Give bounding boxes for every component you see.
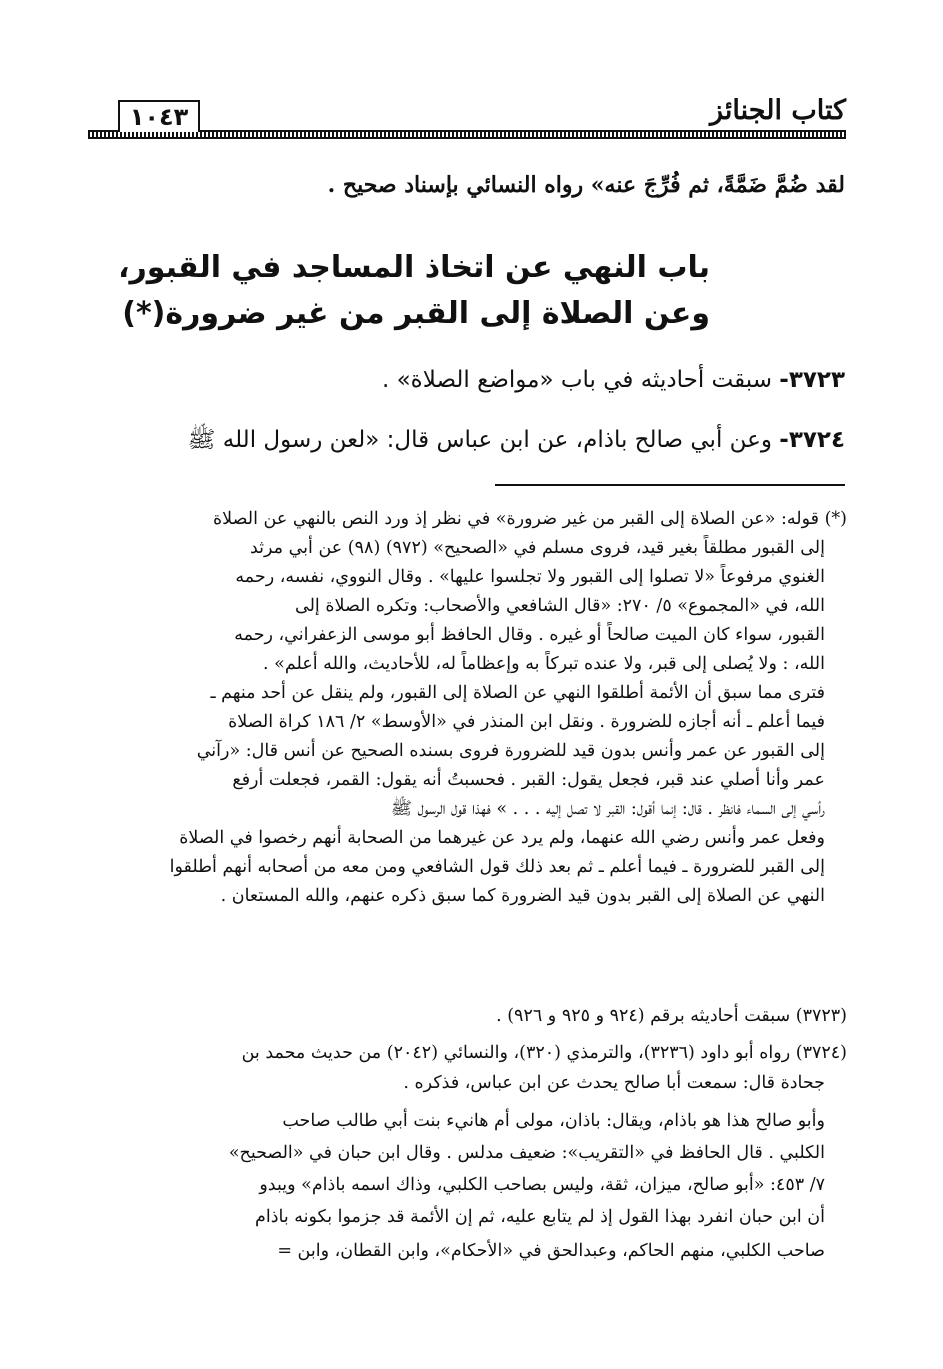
chapter-title-line-2: وعن الصلاة إلى القبر من غير ضرورة(*) — [122, 296, 710, 331]
footnote-line: وأبو صالح هذا هو باذام، ويقال: باذان، مولى أم هانيء بنت أبي طالب صاحب — [282, 1111, 825, 1131]
footnote-line: الله، في «المجموع» ٥/ ٢٧٠: «قال الشافعي والأصحاب: وتكره الصلاة إلى — [294, 596, 825, 616]
footnote-divider — [495, 484, 845, 486]
footnote-line: (٣٧٢٤) رواه أبو داود (٣٢٣٦)، والترمذي (٣٢٠)، والنسائي (٢٠٤٢) من حديث محمد بن — [241, 1043, 847, 1063]
hadith-text: وعن أبي صالح باذام، عن ابن عباس قال: «لعن رسول الله ﷺ — [187, 427, 772, 453]
running-header — [88, 92, 846, 142]
footnote-line: أن ابن حبان انفرد بهذا القول إذ لم يتابع عليه، ثم إن الأئمة قد جزموا بكونه باذام — [255, 1207, 825, 1227]
footnote-line: (٣٧٢٣) سبقت أحاديثه برقم (٩٢٤ و ٩٢٥ و ٩٢٦) . — [496, 1006, 847, 1026]
footnote-line: النهي عن الصلاة إلى القبر بدون قيد الضرورة كما سبق ذكره عنهم، والله المستعان . — [220, 886, 825, 906]
chapter-title-line-1: باب النهي عن اتخاذ المساجد في القبور، — [118, 250, 710, 285]
header-rule — [88, 130, 846, 139]
footnote-line: إلى القبر للضرورة ـ فيما أعلم ـ ثم بعد ذلك قول الشافعي ومن معه من أصحابه أنهم أطلقوا — [169, 857, 825, 877]
footnote-line: صاحب الكلبي، منهم الحاكم، وعبدالحق في «الأحكام»، وابن القطان، وابن = — [277, 1241, 825, 1261]
continuation-line: لقد ضُمَّ ضَمَّةً، ثم فُرِّجَ عنه» رواه النسائي بإسناد صحيح . — [327, 172, 845, 198]
footnote-line: الله، : ولا يُصلى إلى قبر، ولا عنده تبركاً به وإعظاماً له، للأحاديث، والله أعلم» . — [263, 654, 825, 674]
footnote-line: الغنوي مرفوعاً «لا تصلوا إلى القبور ولا تجلسوا عليها» . وقال النووي، نفسه، رحمه — [235, 567, 825, 587]
footnote-line: الكلبي . قال الحافظ في «التقريب»: ضعيف مدلس . وقال ابن حبان في «الصحيح» — [228, 1143, 825, 1163]
footnote-line: عمر وأنا أصلي عند قبر، فجعل يقول: القبر . فحسبتُ أنه يقول: القمر، فجعلت أرفع — [232, 770, 825, 790]
footnote-line: رأسي إلى السماء فانظر . قال: إنما أقول: القبر لا تصل إليه . . . » فهذا قول الرسول ﷺ — [390, 799, 825, 819]
footnote-line: القبور، سواء كان الميت صالحاً أو غيره . وقال الحافظ أبو موسى الزعفراني، رحمه — [234, 625, 825, 645]
book-title: كتاب الجنائز — [710, 95, 846, 126]
page-number: ١٠٤٣ — [118, 100, 200, 132]
footnote-line: إلى القبور مطلقاً بغير قيد، فروى مسلم في «الصحيح» (٩٧٢) (٩٨) عن أبي مرثد — [249, 538, 825, 558]
footnote-line: جحادة قال: سمعت أبا صالح يحدث عن ابن عباس، فذكره . — [403, 1073, 825, 1093]
footnote-line: فترى مما سبق أن الأئمة أطلقوا النهي عن الصلاة إلى القبور، ولم ينقل عن أحد منهم ـ — [210, 683, 825, 703]
hadith-text: سبقت أحاديثه في باب «مواضع الصلاة» . — [381, 367, 772, 393]
hadith-number: ٣٧٢٣- — [779, 367, 845, 393]
footnote-line: ٧/ ٤٥٣: «أبو صالح، ميزان، ثقة، وليس بصاحب الكلبي، وذاك اسمه باذام» ويبدو — [259, 1175, 825, 1195]
hadith-number: ٣٧٢٤- — [779, 427, 845, 453]
footnote-line: (*) قوله: «عن الصلاة إلى القبر من غير ضرورة» في نظر إذ ورد النص بالنهي عن الصلاة — [212, 509, 847, 529]
footnote-line: فيما أعلم ـ أنه أجازه للضرورة . ونقل ابن المنذر في «الأوسط» ٢/ ١٨٦ كراة الصلاة — [228, 712, 825, 732]
hadith-3724 — [188, 425, 845, 459]
footnote-line: إلى القبور عن عمر وأنس بدون قيد للضرورة فروى بسنده الصحيح عن أنس قال: «رآني — [196, 741, 825, 761]
hadith-3723 — [382, 367, 845, 393]
footnote-line: وفعل عمر وأنس رضي الله عنهما، ولم يرد عن غيرهما من الصحابة أنهم رخصوا في الصلاة — [179, 828, 825, 848]
